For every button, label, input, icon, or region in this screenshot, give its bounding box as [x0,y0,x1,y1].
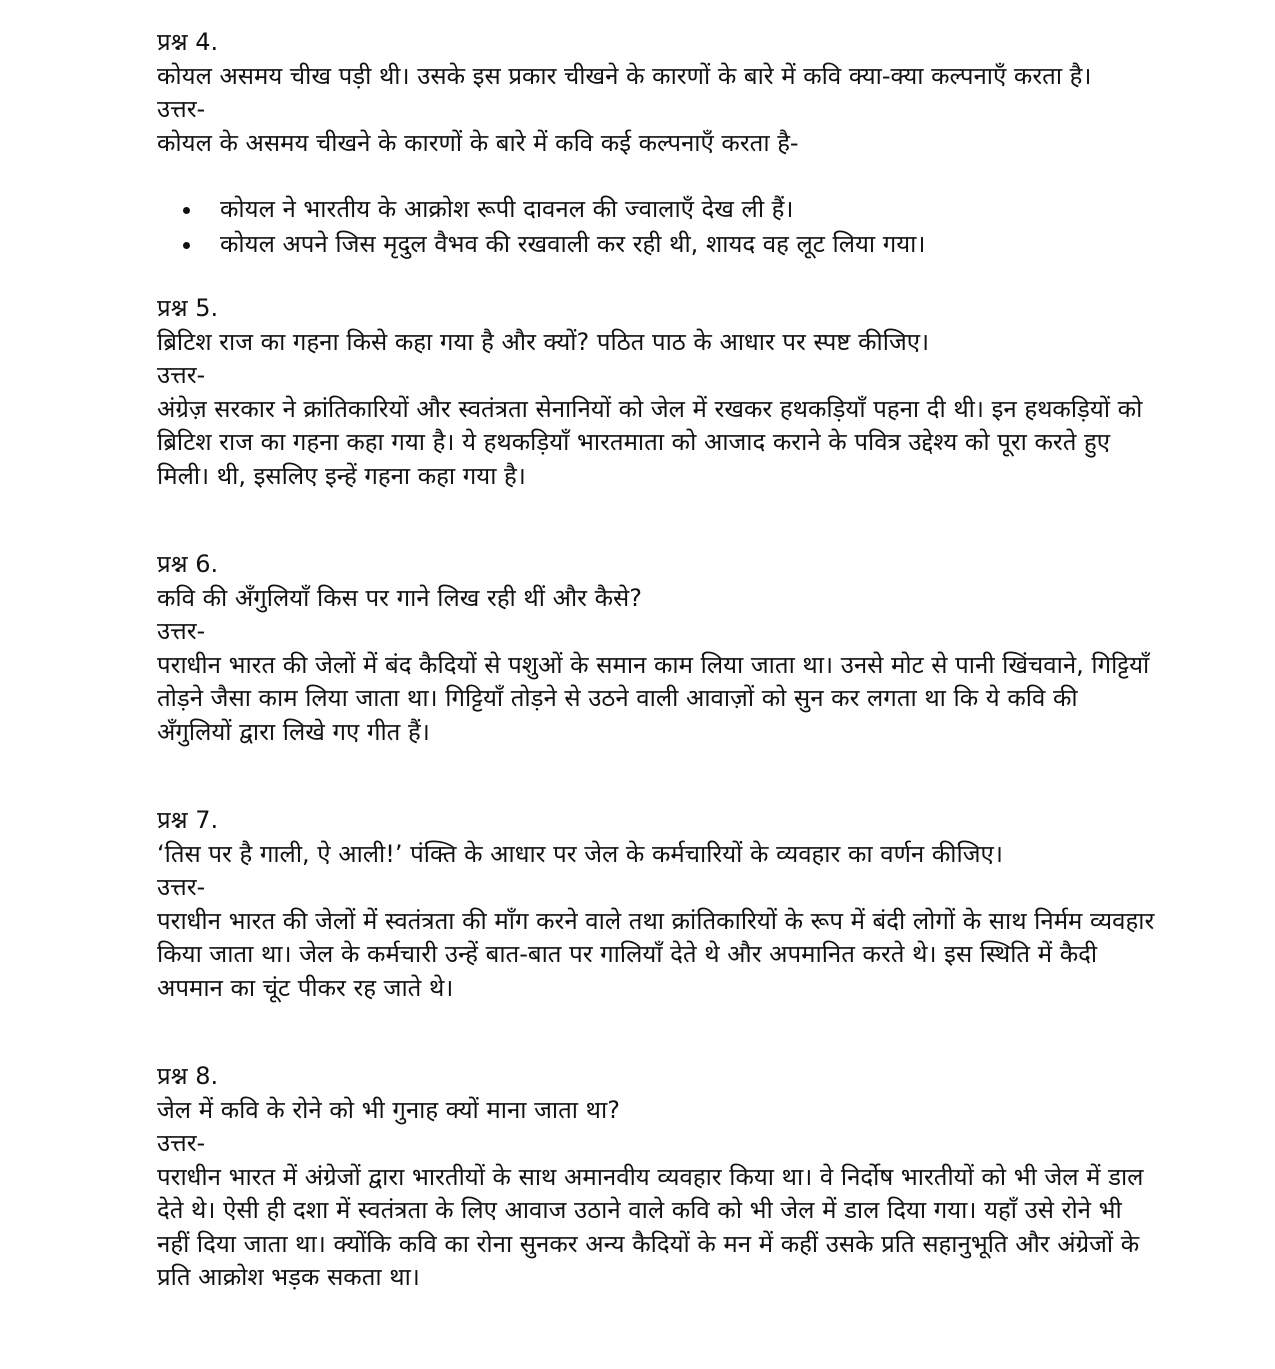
question-number: प्रश्न 8. [157,1062,219,1090]
bullet-icon [183,242,190,249]
question-section-5 [157,292,1157,493]
answer-label: उत्तर- [157,617,206,645]
question-text: कवि की अँगुलियाँ किस पर गाने लिख रही थीं और कैसे? [157,583,642,612]
answer-label: उत्तर- [157,361,206,389]
answer-label: उत्तर- [157,95,206,123]
question-number: प्रश्न 4. [157,28,219,56]
question-section-6 [157,548,1157,749]
bullet-item [157,192,1157,227]
question-number: प्रश्न 6. [157,550,219,578]
bullet-text: कोयल ने भारतीय के आक्रोश रूपी दावनल की ज्वालाएँ देख ली हैं। [220,195,794,223]
answer-label: उत्तर- [157,873,206,901]
answer-text: अंग्रेज़ सरकार ने क्रांतिकारियों और स्वतंत्रता सेनानियों को जेल में रखकर हथकड़ियाँ पहना दी थी। इन हथकड़ियों को ब्रिटिश राज का गहना कहा गया है। ये हथकड़ियाँ भारतमाता को आजाद कराने के पवित्र उद्देश्य को पूरा करते हुए मिली। थी, इसलिए इन्हें गहना कहा गया है। [157,394,1143,490]
question-number: प्रश्न 5. [157,294,219,322]
bullet-icon [183,207,190,214]
question-text: कोयल असमय चीख पड़ी थी। उसके इस प्रकार चीखने के कारणों के बारे में कवि क्या-क्या कल्पनाएँ करता है। [157,61,1092,90]
answer-text: पराधीन भारत की जेलों में बंद कैदियों से पशुओं के समान काम लिया जाता था। उनसे मोट से पानी खिंचवाने, गिट्टियाँ तोड़ने जैसा काम लिया जाता था। गिट्टियाँ तोड़ने से उठने वाली आवाज़ों को सुन कर लगता था कि ये कवि की अँगुलियों द्वारा लिखे गए गीत हैं। [157,650,1150,746]
bullet-text: कोयल अपने जिस मृदुल वैभव की रखवाली कर रही थी, शायद वह लूट लिया गया। [220,229,926,258]
question-text: ‘तिस पर है गाली, ऐ आली!’ पंक्ति के आधार पर जेल के कर्मचारियों के व्यवहार का वर्णन कीजिए। [157,839,1003,868]
bullet-item [157,227,1157,262]
answer-text: पराधीन भारत की जेलों में स्वतंत्रता की माँग करने वाले तथा क्रांतिकारियों के रूप में बंदी लोगों के साथ निर्मम व्यवहार किया जाता था। जेल के कर्मचारी उन्हें बात-बात पर गालियाँ देते थे और अपमानित करते थे। इस स्थिति में कैदी अपमान का चूंट पीकर रह जाते थे। [157,906,1155,1002]
question-section-7 [157,804,1157,1005]
question-text: ब्रिटिश राज का गहना किसे कहा गया है और क्यों? पठित पाठ के आधार पर स्पष्ट कीजिए। [157,327,930,356]
question-section-4 [157,26,1157,261]
answer-bullet-list [157,192,1157,261]
question-number: प्रश्न 7. [157,806,219,834]
question-text: जेल में कवि के रोने को भी गुनाह क्यों माना जाता था? [157,1095,620,1124]
answer-label: उत्तर- [157,1129,206,1157]
document-page [157,26,1157,1295]
answer-text: कोयल के असमय चीखने के कारणों के बारे में कवि कई कल्पनाएँ करता है- [157,128,799,157]
question-section-8 [157,1060,1157,1295]
answer-text: पराधीन भारत में अंग्रेजों द्वारा भारतीयों के साथ अमानवीय व्यवहार किया था। वे निर्दोष भारतीयों को भी जेल में डाल देते थे। ऐसी ही दशा में स्वतंत्रता के लिए आवाज उठाने वाले कवि को भी जेल में डाल दिया गया। यहाँ उसे रोने भी नहीं दिया जाता था। क्योंकि कवि का रोना सुनकर अन्य कैदियों के मन में कहीं उसके प्रति सहानुभूति और अंग्रेजों के प्रति आक्रोश भड़क सकता था। [157,1162,1144,1291]
